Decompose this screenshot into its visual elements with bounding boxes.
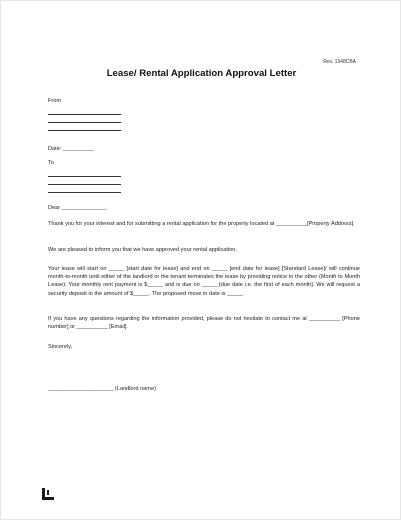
closing: Sincerely, — [48, 344, 73, 350]
from-line-3 — [48, 130, 121, 131]
from-line-1 — [48, 114, 121, 115]
from-label: From — [48, 98, 62, 104]
paragraph-contact: If you have any questions regarding the information provided, please do not hesitate to contact me at __________ [Phone number] or __________ [Email]. — [48, 316, 360, 331]
letter-title: Lease/ Rental Application Approval Letter — [106, 68, 297, 79]
paragraph-lease-terms: Your lease will start on _____ [start date for lease] and end on _____ [end date for lease] [Standard Lease]/ will continue month-to-month until either of the landlord or the tenant terminates the lease by providing notice to the other (Month to Month Lease). Your monthly rent payment is $_____ and is due on _____ [due date i.e. the first of each month]. We will request a security deposit in the amount of $_____. The proposed move in date is _____. — [48, 266, 360, 297]
to-line-1 — [48, 176, 121, 177]
brand-logo-icon — [41, 487, 55, 501]
revision-code: Rev. 1348CBA — [323, 59, 356, 65]
paragraph-approved: We are pleased to inform you that we have approved your rental application. — [48, 247, 237, 253]
date-field: Date: __________ — [48, 146, 95, 152]
from-line-2 — [48, 122, 121, 123]
to-line-3 — [48, 192, 121, 193]
to-line-2 — [48, 184, 121, 185]
salutation: Dear ______________, — [48, 205, 107, 211]
paragraph-interest: Thank you for your interest and for submitting a rental application for the property located at __________[Property Address]. — [48, 221, 355, 227]
to-label: To — [48, 160, 54, 166]
signature-line: _____________________ (Landlord name) — [48, 386, 156, 392]
